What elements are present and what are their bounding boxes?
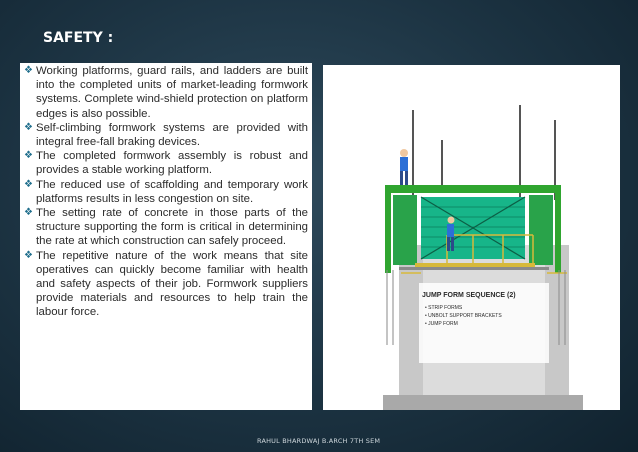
left-screen [393, 195, 417, 265]
slide-footer: RAHUL BHARDWAJ B.ARCH 7TH SEM [257, 437, 381, 445]
diagram-step: • STRIP FORMS [425, 305, 463, 311]
bullet-item [24, 64, 308, 121]
diamond-bullet-icon: ❖ [24, 207, 33, 219]
left-frame-post [385, 193, 391, 273]
diamond-bullet-icon: ❖ [24, 150, 33, 162]
base-slab [383, 395, 583, 410]
bullet-text: Self-climbing formwork systems are provided with integral free-fall braking devices. [36, 121, 308, 149]
working-platform [415, 263, 535, 267]
diagram-step: • JUMP FORM [425, 321, 458, 327]
support-bracket [399, 267, 549, 270]
center-mast [441, 140, 443, 190]
right-frame-post [555, 193, 561, 273]
jump-form-illustration [323, 65, 620, 410]
bullet-item [24, 121, 308, 149]
diamond-bullet-icon: ❖ [24, 121, 33, 133]
bullet-item [24, 249, 308, 320]
slide-title: SAFETY : [43, 30, 114, 46]
diamond-bullet-icon: ❖ [24, 178, 33, 190]
bullet-text: The setting rate of concrete in those parts of the structure supporting the form is critical in determining the rate at which construction can safely proceed. [36, 207, 308, 248]
bullet-text: The reduced use of scaffolding and temporary work platforms results in less congestion on site. [36, 178, 308, 205]
bullet-text: The completed formwork assembly is robust and provides a stable working platform. [36, 150, 308, 177]
bullet-item [24, 178, 308, 206]
worker-figure [400, 149, 408, 185]
bullet-item [24, 206, 308, 249]
diamond-bullet-icon: ❖ [24, 65, 33, 76]
bullet-list [20, 63, 312, 320]
diagram-heading: JUMP FORM SEQUENCE (2) [422, 292, 516, 299]
bullet-text: The repetitive nature of the work means that site operatives can quickly become familiar with health and safety aspects of their job. Formwork suppliers provide materials and resources to help train the labour force. [36, 249, 308, 319]
bullet-text: Working platforms, guard rails, and ladders are built into the completed units of market-leading formwork systems. Complete wind-shield protection on platform edges is also possible. [36, 65, 308, 120]
top-platform [385, 185, 561, 193]
bullet-item [24, 149, 308, 177]
diamond-bullet-icon: ❖ [24, 249, 33, 261]
text-panel [20, 63, 312, 410]
diagram-step: • UNBOLT SUPPORT BRACKETS [425, 313, 502, 319]
jump-form-diagram [323, 65, 620, 410]
